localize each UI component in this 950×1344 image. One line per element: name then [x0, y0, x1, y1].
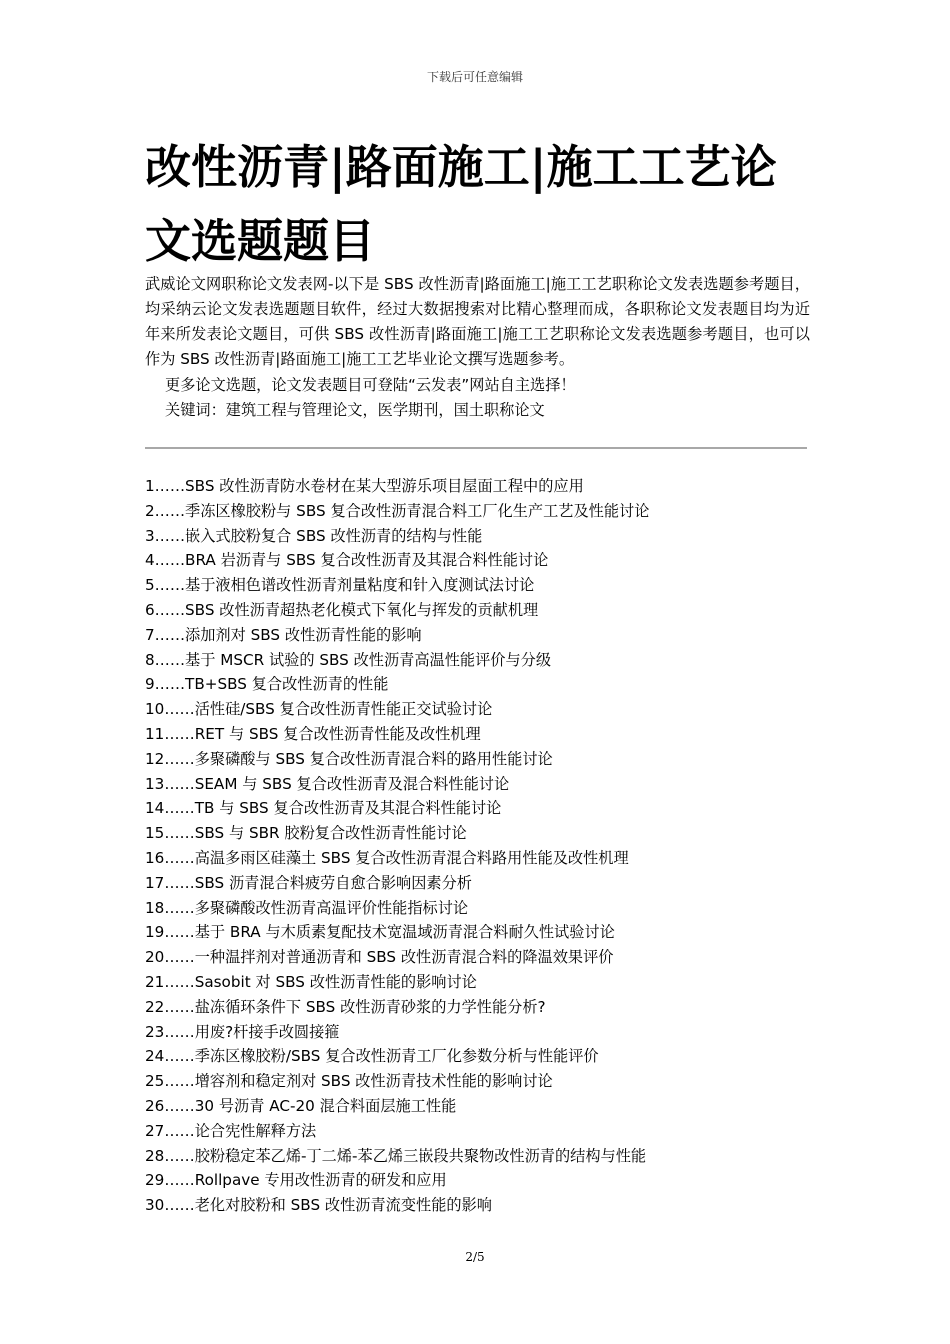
list-item: 23……用废?杆接手改圆接箍 [145, 1022, 340, 1041]
list-item: 29……Rollpave 专用改性沥青的研发和应用 [145, 1171, 447, 1190]
list-item: 11……RET 与 SBS 复合改性沥青性能及改性机理 [145, 724, 481, 743]
list-item: 30……老化对胶粉和 SBS 改性沥青流变性能的影响 [145, 1196, 492, 1215]
list-item: 7……添加剂对 SBS 改性沥青性能的影响 [145, 625, 422, 644]
list-item: 10……活性硅/SBS 复合改性沥青性能正交试验讨论 [145, 700, 493, 719]
list-item: 20……一种温拌剂对普通沥青和 SBS 改性沥青混合料的降温效果评价 [145, 948, 614, 967]
section-divider [145, 447, 807, 449]
list-item: 4……BRA 岩沥青与 SBS 复合改性沥青及其混合料性能讨论 [145, 551, 549, 570]
list-item: 1……SBS 改性沥青防水卷材在某大型游乐项目屋面工程中的应用 [145, 477, 584, 495]
page-number: 2/5 [465, 1250, 485, 1264]
list-item: 24……季冻区橡胶粉/SBS 复合改性沥青工厂化参数分析与性能评价 [145, 1047, 599, 1066]
list-item: 6……SBS 改性沥青超热老化模式下氧化与挥发的贡献机理 [145, 600, 539, 619]
list-item: 26……30 号沥青 AC-20 混合料面层施工性能 [145, 1096, 457, 1115]
more-topics-note: 更多论文选题，论文发表题目可登陆“云发表”网站自主选择！ [165, 376, 576, 394]
list-item: 21……Sasobit 对 SBS 改性沥青性能的影响讨论 [145, 972, 477, 991]
list-item: 8……基于 MSCR 试验的 SBS 改性沥青高温性能评价与分级 [145, 650, 552, 669]
keywords-line: 关键词：建筑工程与管理论文，医学期刊，国土职称论文 [165, 401, 545, 419]
list-item: 27……论合宪性解释方法 [145, 1121, 317, 1140]
list-item: 13……SEAM 与 SBS 复合改性沥青及混合料性能讨论 [145, 774, 510, 793]
list-item: 18……多聚磷酸改性沥青高温评价性能指标讨论 [145, 898, 469, 917]
list-item: 25……增容剂和稳定剂对 SBS 改性沥青技术性能的影响讨论 [145, 1072, 553, 1091]
list-item: 12……多聚磷酸与 SBS 复合改性沥青混合料的路用性能讨论 [145, 749, 553, 768]
list-item: 22……盐冻循环条件下 SBS 改性沥青砂浆的力学性能分析? [145, 997, 546, 1016]
list-item: 28……胶粉稳定苯乙烯-丁二烯-苯乙烯三嵌段共聚物改性沥青的结构与性能 [145, 1146, 647, 1165]
list-item: 2……季冻区橡胶粉与 SBS 复合改性沥青混合料工厂化生产工艺及性能讨论 [145, 501, 650, 520]
list-item: 14……TB 与 SBS 复合改性沥青及其混合料性能讨论 [145, 799, 502, 818]
list-item: 9……TB+SBS 复合改性沥青的性能 [145, 675, 389, 694]
list-item: 16……高温多雨区硅藻土 SBS 复合改性沥青混合料路用性能及改性机理 [145, 848, 629, 867]
page-header-note: 下载后可任意编辑 [426, 70, 523, 84]
topic-list [145, 474, 810, 1218]
list-item: 3……嵌入式胶粉复合 SBS 改性沥青的结构与性能 [145, 526, 483, 545]
document-title: 改性沥青|路面施工|施工工艺论文选题题目 [145, 140, 777, 268]
list-item: 5……基于液相色谱改性沥青剂量粘度和针入度测试法讨论 [145, 576, 535, 595]
list-item: 19……基于 BRA 与木质素复配技术宽温域沥青混合料耐久性试验讨论 [145, 923, 615, 942]
intro-paragraph: 武威论文网职称论文发表网-以下是 SBS 改性沥青|路面施工|施工工艺职称论文发表选题参考题目，均采纳云论文发表选题题目软件，经过大数据搜索对比精心整理而成，各职称论文发表题目均为近年来所发表论文题目，可供 SBS 改性沥青|路面施工|施工工艺职称论文发表选题参考题目，也可以作为 SBS 改性沥青|路面施工|施工工艺毕业论文撰写选题参考。 [145, 275, 810, 368]
list-item: 15……SBS 与 SBR 胶粉复合改性沥青性能讨论 [145, 824, 467, 843]
list-item: 17……SBS 沥青混合料疲劳自愈合影响因素分析 [145, 873, 472, 892]
